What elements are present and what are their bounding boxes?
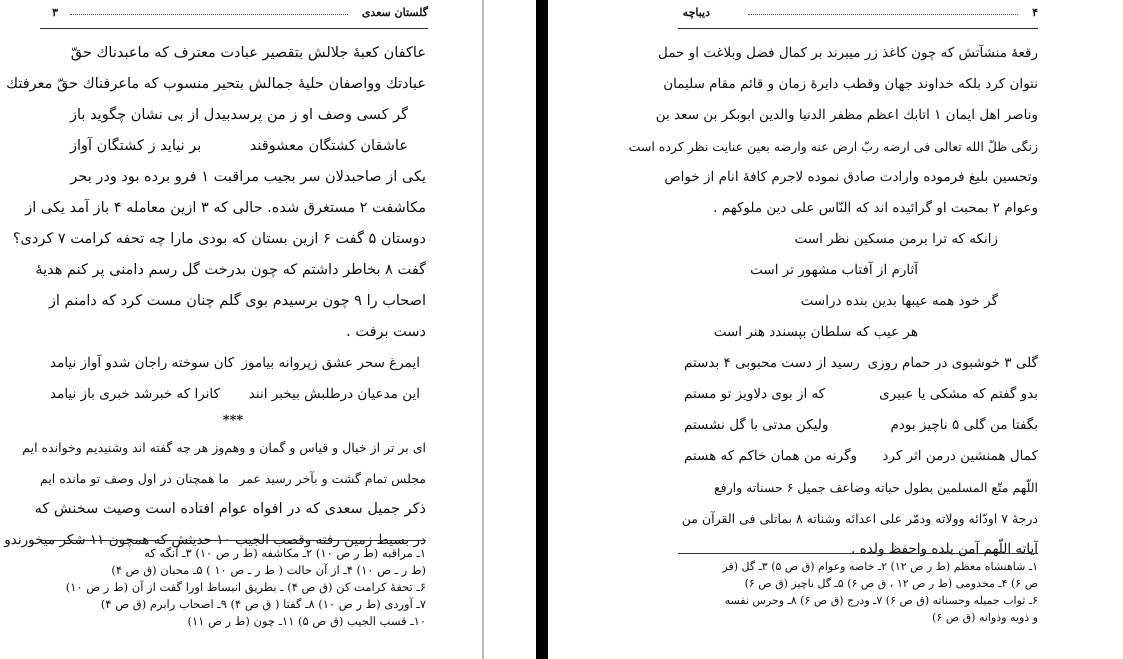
text-line: دوستان ۵ گفت ۶ ازین بستان که بودی مارا چه تحفه کرامت ۷ کردی؟ (12, 231, 426, 247)
hemistich: مجلس تمام گشت و بآخر رسید عمر (239, 471, 426, 486)
text-line: زنگی ظلّ الله تعالی فی ارضه ربّ ارض عنه وارضه بعین عنایت نظر کرده است (628, 139, 1038, 154)
hemistich: کانرا که خبرشد خبری باز نیامد (50, 386, 220, 402)
header-underline (40, 28, 428, 29)
hemistich: وگرنه من همان خاکم که هستم (684, 448, 858, 464)
text-line: وناصر اهل ایمان ۱ اتابك اعظم مظفر الدنیا والدین ابوبکر بن سعد بن (655, 107, 1038, 123)
left-body-text (4, 38, 426, 556)
hemistich: گلی ۳ خوشبوی در حمام روزی (867, 355, 1038, 371)
hemistich: بیدل از بی نشان چگوید باز (70, 107, 231, 123)
hemistich: این مدعیان درطلبش بیخبر انند (248, 386, 420, 402)
footnote-line: (ط ر ـ ص ۱۰) ۴ـ از آن حالت ( ط ر ـ ص ۱۰ ) ۵ـ محبان (ق ص ۴) (111, 563, 426, 577)
text-line: یکی از صاحبدلان سر بجیب مراقبت ۱ فرو برده بود ودر بحر (70, 169, 426, 185)
footnote-line: ۶ـ تحفهٔ کرامت کن (ق ص ۴) ـ بطریق انبساط اورا گفت از آن (ط ر ص ۱۰) (65, 580, 426, 594)
verse-line (684, 441, 1038, 472)
footnote-line: ۱ـ مراقبه (ط ر ص ۱۰) ۲ـ مکاشفه (ط ر ص ۱۰) ۳ـ آنگه که (144, 546, 426, 560)
verse-line (22, 432, 426, 463)
verse-line (40, 379, 426, 410)
verse-line (684, 379, 1038, 410)
text-line: عبادتك وواصفان حلیهٔ جمالش بتحیر منسوب که ماعرفناك حقّ معرفتك (6, 76, 426, 92)
hemistich: بر نیاید ز کشتگان آواز (70, 138, 202, 154)
footnote-line: ص ۶) ۴ـ مخدومی (ط ر ص ۱۲ ، ق ص ۶) ۵ـ گل ناچیز (ق ص ۶) (744, 577, 1038, 590)
hemistich: که از بوی دلاویز تو مستم (684, 386, 826, 402)
hemistich: بگفتا من گلی ۵ ناچیز بودم (890, 417, 1038, 433)
verse-line (40, 463, 426, 494)
verse-line (40, 131, 426, 162)
text-line: درجهٔ ۷ اودّائه وولاته ودمّر علی اعدائه وشناته ۸ بماتلی فی القرآن من (681, 511, 1038, 526)
couplet-line: آثارم از آفتاب مشهور تر است (750, 262, 918, 278)
left-running-title: گلستان سعدی (361, 6, 428, 19)
text-line: در بسیط زمین رفته وقصب الجیب ۱۰ حدیثش که همچون ۱۱ شکر میخورندو (4, 532, 426, 548)
hemistich: ولیکن مدتی با گل نشستم (684, 417, 829, 433)
text-line: آیاته اللّهم آمن بلده واحفظ ولده . (851, 541, 1038, 557)
footnote-line: و ذویه وذواته (ق ص ۶) (932, 611, 1038, 624)
header-rule (70, 14, 348, 15)
book-spine (536, 0, 548, 659)
page-edge-line (482, 0, 484, 659)
hemistich: ما همچنان در اول وصف تو مانده ایم (40, 471, 230, 486)
hemistich: رسید از دست محبوبی ۴ بدستم (684, 355, 860, 371)
couplet-line: گر خود همه عیبها بدین بنده دراست (800, 293, 998, 309)
text-line: دست برفت . (346, 324, 426, 340)
left-footnotes (40, 545, 426, 630)
right-page-number: ۴ (1032, 6, 1038, 19)
footnote-line: ۷ـ آوردی (ط ر ص ۱۰) ۸ـ گفتا ( ق ص ۴) ۹ـ اصحاب رابرم (ق ص ۴) (100, 597, 426, 611)
text-line: وتحسین بلیغ فرموده وارادت صادق نموده لاجرم کافهٔ انام از خواص (664, 169, 1038, 185)
text-line: اصحاب را ۹ چون برسیدم بوی گلم چنان مست کرد که دامنم از (48, 293, 426, 309)
verse-line (40, 348, 426, 379)
footnote-rule (40, 540, 426, 541)
couplet-line: زانکه که ترا برمن مسکین نظر است (794, 231, 998, 247)
footnote-line: ۱ـ شاهنشاه معظم (ط ر ص ۱۲) ۲ـ خاصه وعوام (ق ص ۵) ۳ـ گل (قر (722, 560, 1038, 573)
left-page-header (30, 6, 428, 22)
left-page (0, 0, 490, 659)
section-separator: *** (222, 413, 244, 428)
footnote-line: ۶ـ ثواب جمیله وحسناته (ق ص ۶) ۷ـ ودرج (ق ص ۶) ۸ـ وحرس نفسه (724, 594, 1038, 607)
hemistich: وز هر چه گفته اند وشنیدیم وخوانده ایم (22, 440, 225, 455)
hemistich: کان سوخته راجان شدو آواز نیامد (50, 355, 235, 371)
right-page-header (678, 6, 1038, 22)
text-line: نتوان کرد بلکه خداوند جهان وقطب دایرهٔ زمان و قائم مقام سلیمان (663, 76, 1038, 92)
gutter-gap (490, 0, 536, 659)
verse-line (684, 348, 1038, 379)
hemistich: ای بر تر از خیال و قیاس و گمان و وهم (224, 440, 426, 455)
left-page-number: ۳ (52, 6, 58, 19)
right-body-text (628, 38, 1038, 565)
text-line: مکاشفت ۲ مستغرق شده. حالی که ۳ ازین معامله ۴ باز آمد یکی از (25, 200, 426, 216)
hemistich: عاشقان کشتگان معشوقند (249, 138, 408, 154)
text-line: ذکر جمیل سعدی که در افواه عوام افتاده است وصیت سخنش که (34, 501, 426, 517)
hemistich: کمال همنشین درمن اثر کرد (882, 448, 1038, 464)
right-page (548, 0, 1123, 659)
hemistich: گر کسی وصف او ز من پرسد (230, 107, 408, 123)
verse-line (684, 410, 1038, 441)
footnote-rule (678, 553, 1038, 554)
text-line: وعوام ۲ بمحبت او گرائیده اند که النّاس علی دین ملوکهم . (713, 200, 1038, 216)
header-rule (748, 14, 1018, 15)
hemistich: ایمرغ سحر عشق زپروانه بیاموز (241, 355, 420, 371)
hemistich: بدو گفتم که مشکی یا عبیری (879, 386, 1038, 402)
text-line: عاکفان کعبهٔ جلالش بتقصیر عبادت معترف که ماعبدناك حقّ (70, 45, 426, 61)
text-line: اللّهم متّع المسلمین بطول حیاته وضاعف جمیل ۶ حسناته وارفع (713, 480, 1038, 495)
footnote-line: ۱۰ـ قسب الجیب (ق ص ۵) ۱۱ـ چون (ط ر ص ۱۱) (187, 614, 426, 628)
text-line: رقعهٔ منشآتش که چون کاغذ زر میبرند بر کمال فضل وبلاغت او حمل (658, 45, 1038, 61)
right-running-title: دیباچه (682, 6, 710, 19)
text-line: گفت ۸ بخاطر داشتم که چون بدرخت گل رسم دامنی پر کنم هدیهٔ (35, 262, 426, 278)
couplet-line: هر عیب که سلطان بپسندد هنر است (713, 324, 918, 340)
verse-line (40, 100, 426, 131)
right-footnotes (680, 558, 1038, 626)
header-underline (678, 28, 1038, 29)
